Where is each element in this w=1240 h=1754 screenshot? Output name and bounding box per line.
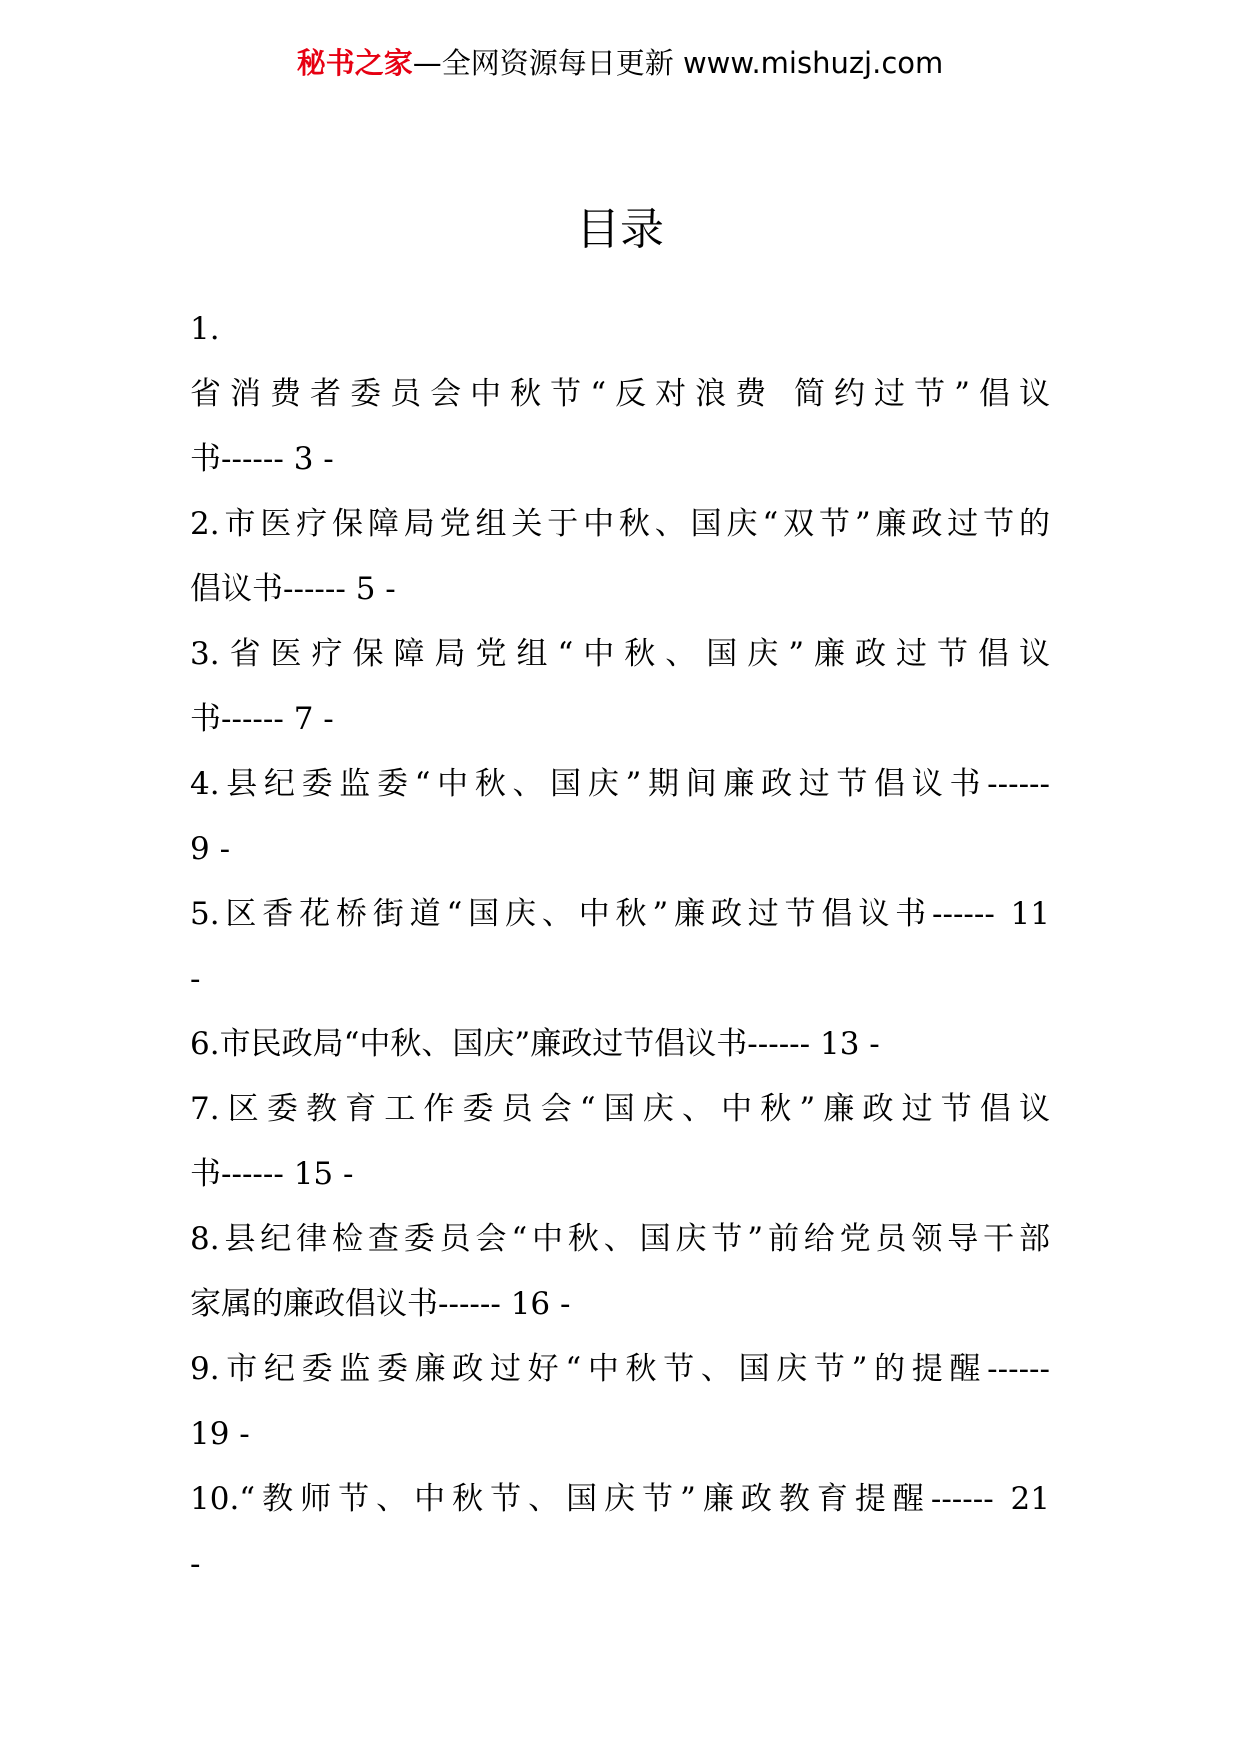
toc-entry-5[interactable] (190, 882, 1050, 1012)
toc-entry-line: 19 - (190, 1416, 250, 1452)
toc-entry-6[interactable] (190, 1012, 1050, 1077)
toc-entry-line: 1. (190, 311, 220, 347)
toc-entry-line: 7.区委教育工作委员会“国庆、中秋”廉政过节倡议 (190, 1091, 1050, 1127)
toc-entry-line: 家属的廉政倡议书------ 16 - (190, 1286, 571, 1322)
toc-entry-line: 书------ 15 - (190, 1156, 354, 1192)
toc-entry-line: 书------ 7 - (190, 701, 334, 737)
toc-entry-9[interactable] (190, 1337, 1050, 1467)
toc-entry-line: 6.市民政局“中秋、国庆”廉政过节倡议书------ 13 - (190, 1026, 880, 1062)
toc-entry-line: 8.县纪律检查委员会“中秋、国庆节”前给党员领导干部 (190, 1221, 1050, 1257)
toc-entry-4[interactable] (190, 752, 1050, 882)
toc-entry-line: 倡议书------ 5 - (190, 571, 396, 607)
toc-entry-line: 省消费者委员会中秋节“反对浪费 简约过节”倡议 (190, 376, 1050, 412)
brand-name: 秘书之家 (296, 46, 413, 80)
table-of-contents (190, 297, 1050, 1597)
toc-entry-10[interactable] (190, 1467, 1050, 1597)
toc-entry-1[interactable] (190, 297, 1050, 492)
toc-entry-line: 4.县纪委监委“中秋、国庆”期间廉政过节倡议书------ (190, 766, 1050, 802)
toc-entry-line: - (190, 961, 201, 997)
toc-entry-3[interactable] (190, 622, 1050, 752)
toc-entry-line: - (190, 1546, 201, 1582)
toc-entry-line: 书------ 3 - (190, 441, 334, 477)
toc-entry-line: 9 - (190, 831, 231, 867)
page-title: 目录 (576, 204, 664, 255)
toc-entry-line: 9.市纪委监委廉政过好“中秋节、国庆节”的提醒------ (190, 1351, 1050, 1387)
toc-entry-8[interactable] (190, 1207, 1050, 1337)
toc-entry-line: 3.省医疗保障局党组“中秋、国庆”廉政过节倡议 (190, 636, 1050, 672)
toc-entry-line: 5.区香花桥街道“国庆、中秋”廉政过节倡议书------ 11 (190, 896, 1050, 932)
toc-entry-2[interactable] (190, 492, 1050, 622)
toc-entry-7[interactable] (190, 1077, 1050, 1207)
site-tagline: —全网资源每日更新 www.mishuzj.com (412, 46, 944, 80)
page-header (0, 40, 1240, 86)
toc-entry-line: 10.“教师节、中秋节、国庆节”廉政教育提醒------ 21 (190, 1481, 1050, 1517)
toc-entry-line: 2.市医疗保障局党组关于中秋、国庆“双节”廉政过节的 (190, 506, 1050, 542)
